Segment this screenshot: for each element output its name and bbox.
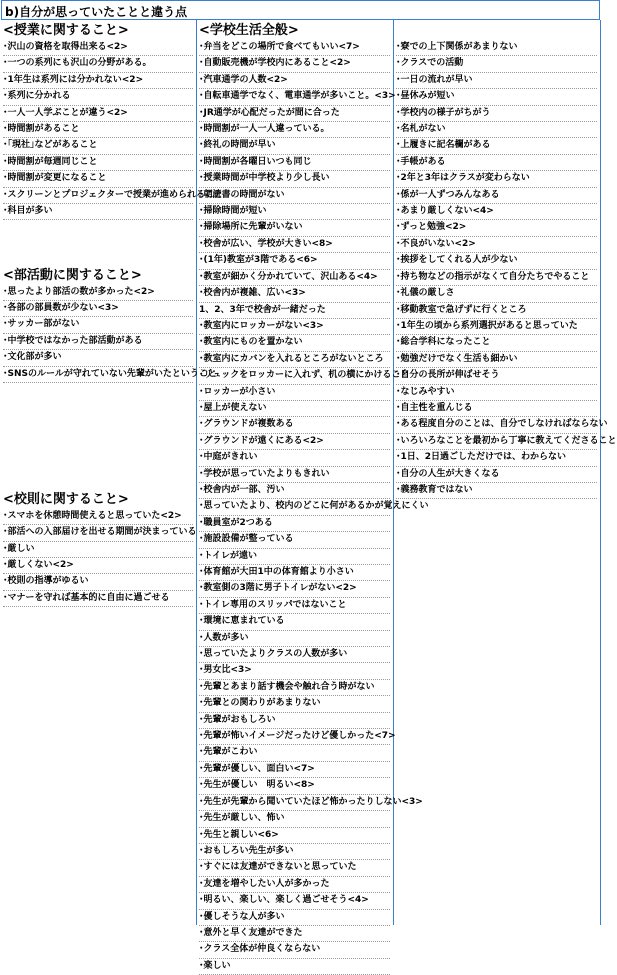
list-item: ･校舎内が複雑、広い<3> [199,286,390,302]
list-item: ･すぐには友達ができないと思っていた [199,860,390,876]
list-item: ･1日、2日過ごしただけでは、わからない [396,450,597,466]
list-item: ･環境に恵まれている [199,614,390,630]
list-item: ･部活への入部届けを出せる期間が決まっている [3,525,193,541]
list-item: ･2年と3年はクラスが変わらない [396,171,597,187]
list-item: ･中庭がきれい [199,450,390,466]
list-item: ･男女比<3> [199,663,390,679]
list-item: ･スマホを休憩時間使えると思っていた<2> [3,509,193,525]
list-item: ･名札がない [396,122,597,138]
list-item: ･先輩が怖いイメージだったけど優しかった<7> [199,729,390,745]
list-item: ･(1年)教室が3階である<6> [199,253,390,269]
list-item: ･優しそうな人が多い [199,910,390,926]
list-item: ･先輩がおもしろい [199,713,390,729]
list-item: ･不良がいない<2> [396,237,597,253]
list-item: ･ロッカーが小さい [199,385,390,401]
list-item: ･ずっと勉強<2> [396,220,597,236]
list-item: ･寮での上下関係があまりない [396,40,597,56]
list-item: ･なじみやすい [396,385,597,401]
list-item: ･友達を増やしたい人が多かった [199,877,390,893]
list-item: ･いろいろなことを最初から丁寧に教えてくださること [396,434,597,450]
list-item: ･｢現社｣などがあること [3,138,193,154]
list-item: ･スクリーンとプロジェクターで授業が進められること [3,188,193,204]
list-item: ･自主性を重んじる [396,401,597,417]
list-item: ･科目が多い [3,204,193,220]
list-item: ･意外と早く友達ができた [199,926,390,942]
school-life-list-continued [396,40,617,499]
list-item: ･文化部が多い [3,350,193,366]
list-item: ･時間割が一人一人違っている。 [199,122,390,138]
title-bar [1,0,600,20]
section-heading-school-rules: <校則に関すること> [3,491,129,507]
list-item: ･係が一人ずつみんなある [396,188,597,204]
list-item: ･上履きに記名欄がある [396,138,597,154]
list-item: ･厳しい [3,542,193,558]
list-item: ･先生が優しい 明るい<8> [199,778,390,794]
list-item: ･終礼の時間が早い [199,138,390,154]
list-item: ･施設設備が整っている [199,532,390,548]
list-item: ･手帳がある [396,155,597,171]
column-3 [396,40,617,499]
list-item: ･マナーを守れば基本的に自由に過ごせる [3,591,193,607]
list-item: ･屋上が使えない [199,401,390,417]
list-item: ･各部の部員数が少ない<3> [3,301,193,317]
club-activities-list [3,285,217,383]
list-item: ･人数が多い [199,631,390,647]
list-item: ･時間割が各曜日いつも同じ [199,155,390,171]
list-item: ･JR通学が心配だったが間に合った [199,106,390,122]
list-item: ･思ったより部活の数が多かった<2> [3,285,193,301]
list-item: ･総合学科になったこと [396,335,597,351]
list-item: ･教室内にものを置かない [199,335,390,351]
list-item: ･先生が先輩から聞いていたほど怖かったりしない<3> [199,795,390,811]
list-item: ･自分の長所が伸ばせそう [396,368,597,384]
list-item: ･先輩がこわい [199,745,390,761]
list-item: ･挨拶をしてくれる人が少ない [396,253,597,269]
list-item: ･移動教室で急げずに行くところ [396,303,597,319]
list-item: ･自動販売機が学校内にあること<2> [199,56,390,72]
list-item: ･リュックをロッカーに入れず、机の横にかけること [199,368,390,384]
section-heading-classes: <授業に関すること> [3,23,129,38]
list-item: ･教室側の3階に男子トイレがない<2> [199,581,390,597]
list-item: ･弁当をどこの場所で食べてもいい<7> [199,40,390,56]
list-item: ･掃除場所に先輩がいない [199,220,390,236]
list-item: ･朝読書の時間がない [199,188,390,204]
list-item: ･校舎が広い、学校が大きい<8> [199,237,390,253]
section-heading-school-life: <学校生活全般> [199,23,299,38]
list-item: ･勉強だけでなく生活も細かい [396,352,597,368]
list-item: ･クラス全体が仲良くならない [199,942,390,958]
column-divider-1 [196,20,197,925]
column-divider-2 [393,20,394,925]
list-item: ･グラウンドが複数ある [199,417,390,433]
column-1 [3,22,223,607]
list-item: ･1年生の頃から系列選択があると思っていた [396,319,597,335]
school-rules-list [3,509,197,607]
list-item: ･昼休みが短い [396,89,597,105]
list-item: ･明るい、楽しい、楽しく過ごせそう<4> [199,893,390,909]
list-item: ･トイレが遠い [199,549,390,565]
list-item: ･礼儀の厳しさ [396,286,597,302]
list-item: ･一つの系列にも沢山の分野がある。 [3,56,193,72]
list-item: ･校舎内が一部、汚い [199,483,390,499]
section-heading-club-activities: <部活動に関すること> [3,267,142,283]
list-item: ･グラウンドが遠くにある<2> [199,434,390,450]
list-item: ･一人一人学ぶことが違う<2> [3,106,193,122]
list-item: ･体育館が大田1中の体育館より小さい [199,565,390,581]
list-item: ･一日の流れが早い [396,73,597,89]
list-item: ･自分の人生が大きくなる [396,467,597,483]
list-item: ･教室が細かく分かれていて、沢山ある<4> [199,270,390,286]
list-item: ･時間割が毎週同じこと [3,155,193,171]
list-item: ･自転車通学でなく、電車通学が多いこと。<3> [199,89,390,105]
list-item: ･校則の指導がゆるい [3,574,193,590]
list-item: ･トイレ専用のスリッパではないこと [199,598,390,614]
list-item: ･ある程度自分のことは、自分でしなければならない [396,417,597,433]
list-item: ･持ち物などの指示がなくて自分たちでやること [396,270,597,286]
list-item: ･沢山の資格を取得出来る<2> [3,40,193,56]
list-item: ･教室内にロッカーがない<3> [199,319,390,335]
list-item: ･おもしろい先生が多い [199,844,390,860]
list-item: ･義務教育ではない [396,483,597,499]
list-item: ･職員室が2つある [199,516,390,532]
list-item: ･SNSのルールが守れていない先輩がいたということ [3,367,193,383]
column-divider-3 [600,20,601,925]
list-item: ･先輩が優しい、面白い<7> [199,762,390,778]
list-item: ･1年生は系列には分かれない<2> [3,73,193,89]
list-item: ･あまり厳しくない<4> [396,204,597,220]
list-item: ･中学校ではなかった部活動がある [3,334,193,350]
list-item: ･汽車通学の人数<2> [199,73,390,89]
list-item: ･厳しくない<2> [3,558,193,574]
list-item: ･時間割があること [3,122,193,138]
list-item: ･系列に分かれる [3,89,193,105]
list-item: ･楽しい [199,959,390,975]
list-item: ･学校が思っていたよりもきれい [199,467,390,483]
list-item: ･先輩とあまり話す機会や触れ合う時がない [199,680,390,696]
list-item: ･教室内にカバンを入れるところがないところ [199,352,390,368]
list-item: ･思っていたより、校内のどこに何があるかが覚えにくい [199,499,390,515]
list-item: ･先輩との関わりがあまりない [199,696,390,712]
list-item: ･先生と親しい<6> [199,828,390,844]
list-item: ･クラスでの活動 [396,56,597,72]
list-item: ･授業時間が中学校より少し長い [199,171,390,187]
list-item: ･掃除時間が短い [199,204,390,220]
document-title: b)自分が思っていたことと違う点 [5,5,188,19]
list-item: ･時間割が変更になること [3,171,193,187]
list-item: ･思っていたよりクラスの人数が多い [199,647,390,663]
list-item: 1、2、3年で校舎が一緒だった [199,303,390,319]
classes-list [3,40,223,220]
list-item: ･サッカー部がない [3,317,193,333]
list-item: ･学校内の様子がちがう [396,106,597,122]
list-item: ･先生が厳しい、怖い [199,811,390,827]
